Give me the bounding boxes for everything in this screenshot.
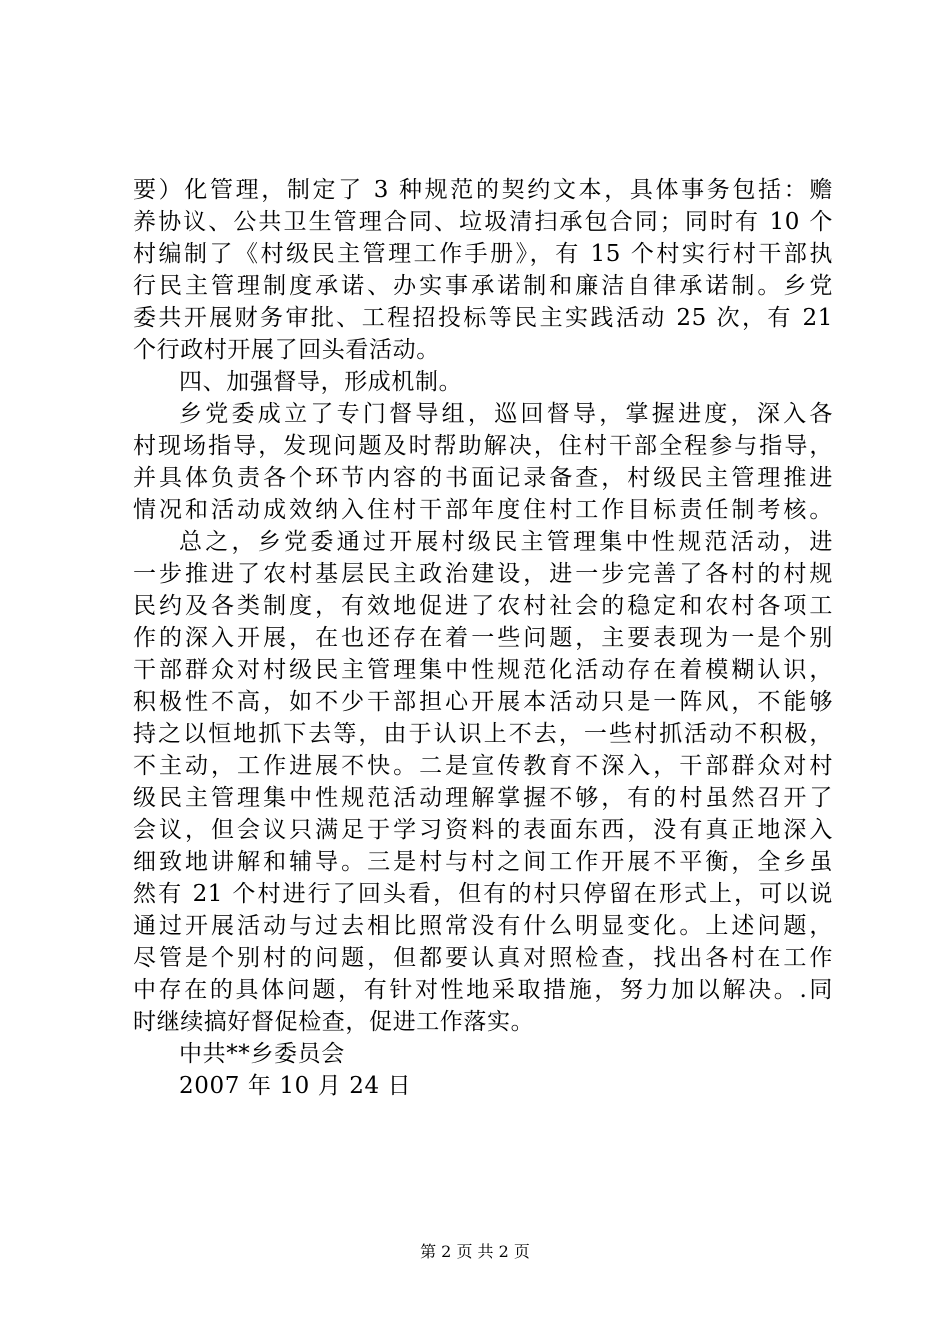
text-line: 中存在的具体问题，有针对性地采取措施，努力加以解决。.同 bbox=[133, 977, 833, 1003]
text-line: 时继续搞好督促检查，促进工作落实。 bbox=[133, 1009, 535, 1035]
page-number-label: 第 2 页 共 2 页 bbox=[420, 1242, 530, 1261]
section-heading: 四、加强督导，形成机制。 bbox=[179, 369, 463, 395]
text-line: 通过开展活动与过去相比照常没有什么明显变化。上述问题， bbox=[133, 913, 833, 939]
page-footer bbox=[0, 1242, 950, 1262]
text-line: 委共开展财务审批、工程招投标等民主实践活动 25 次，有 21 bbox=[133, 305, 833, 331]
text-line: 持之以恒地抓下去等，由于认识上不去，一些村抓活动不积极， bbox=[133, 721, 833, 747]
text-line: 一步推进了农村基层民主政治建设，进一步完善了各村的村规 bbox=[133, 561, 833, 587]
text-line: 不主动，工作进展不快。二是宣传教育不深入，干部群众对村 bbox=[133, 753, 833, 779]
text-line: 村现场指导，发现问题及时帮助解决，住村干部全程参与指导， bbox=[133, 433, 833, 459]
text-line: 村编制了《村级民主管理工作手册》，有 15 个村实行村干部执 bbox=[133, 241, 833, 267]
text-line: 养协议、公共卫生管理合同、垃圾清扫承包合同；同时有 10 个 bbox=[133, 209, 833, 235]
text-line: 级民主管理集中性规范活动理解掌握不够，有的村虽然召开了 bbox=[133, 785, 833, 811]
text-line: 会议，但会议只满足于学习资料的表面东西，没有真正地深入 bbox=[133, 817, 833, 843]
text-line: 积极性不高，如不少干部担心开展本活动只是一阵风，不能够 bbox=[133, 689, 833, 715]
signature-date: 2007 年 10 月 24 日 bbox=[179, 1073, 412, 1099]
text-line: 情况和活动成效纳入住村干部年度住村工作目标责任制考核。 bbox=[133, 497, 833, 523]
text-line: 然有 21 个村进行了回头看，但有的村只停留在形式上，可以说 bbox=[133, 881, 833, 907]
text-line: 要）化管理，制定了 3 种规范的契约文本，具体事务包括：赡 bbox=[133, 177, 833, 203]
text-line: 个行政村开展了回头看活动。 bbox=[133, 337, 440, 363]
text-line: 乡党委成立了专门督导组，巡回督导，掌握进度，深入各 bbox=[179, 401, 833, 427]
text-line: 并具体负责各个环节内容的书面记录备查，村级民主管理推进 bbox=[133, 465, 833, 491]
document-body bbox=[133, 174, 833, 1102]
text-line: 尽管是个别村的问题，但都要认真对照检查，找出各村在工作 bbox=[133, 945, 833, 971]
text-line: 细致地讲解和辅导。三是村与村之间工作开展不平衡，全乡虽 bbox=[133, 849, 833, 875]
text-line: 民约及各类制度，有效地促进了农村社会的稳定和农村各项工 bbox=[133, 593, 833, 619]
text-line: 总之，乡党委通过开展村级民主管理集中性规范活动，进 bbox=[179, 529, 833, 555]
signature-organization: 中共**乡委员会 bbox=[179, 1041, 345, 1067]
text-line: 行民主管理制度承诺、办实事承诺制和廉洁自律承诺制。乡党 bbox=[133, 273, 833, 299]
text-line: 干部群众对村级民主管理集中性规范化活动存在着模糊认识， bbox=[133, 657, 833, 683]
text-line: 作的深入开展，在也还存在着一些问题，主要表现为一是个别 bbox=[133, 625, 833, 651]
